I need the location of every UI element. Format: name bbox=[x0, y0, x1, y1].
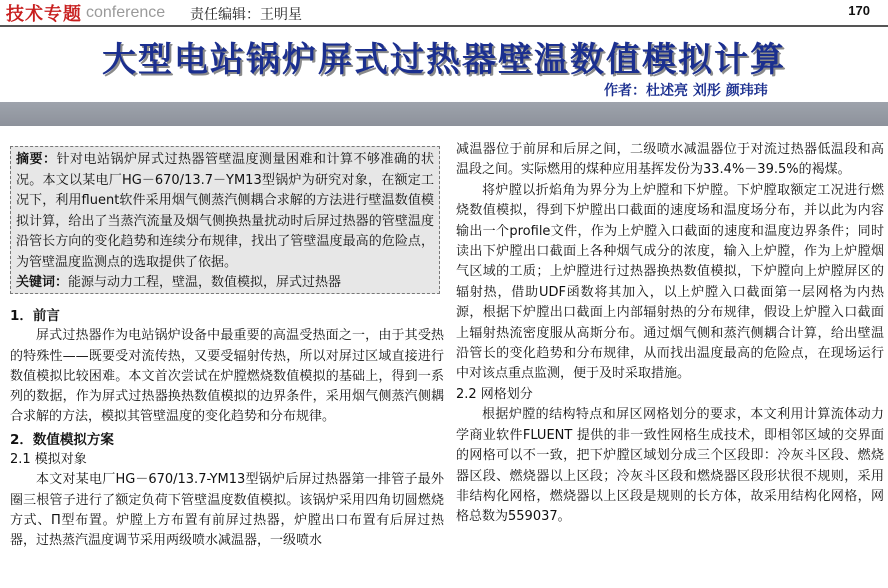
header-rule bbox=[0, 25, 888, 27]
section-2-2-heading: 2.2 网格划分 bbox=[456, 386, 533, 402]
section-tag bbox=[6, 2, 165, 24]
keywords-paragraph bbox=[16, 273, 434, 294]
keywords-label: 关键词： bbox=[16, 275, 69, 290]
page-number: 170 bbox=[848, 3, 870, 18]
abstract-label: 摘要： bbox=[16, 152, 57, 167]
abstract-paragraph bbox=[16, 150, 434, 273]
section-2-1-paragraph-2: 将炉膛以折焰角为界分为上炉膛和下炉膛。下炉膛取额定工况进行燃烧数值模拟，得到下炉膛出口截面的速度场和温度场分布，并以此为内容输出一个profile文件，作为上炉膛入口截面的速度和温度边界条件；同时读出下炉膛出口截面上各种烟气成分的浓度，输入上炉膛，作为上炉膛烟气区域的工质；上炉膛进行过热器换热数值模拟，下炉膛向上炉膛屏区的辐射热，借助UDF函数将其加入，以上炉膛入口截面第一层网格为内热源，根据下炉膛出口截面上内部辐射热的分布规律，假设上炉膛入口截面上辐射热流密度服从高斯分布。通过烟气侧和蒸汽侧耦合计算，给出壁温沿管长的变化趋势和分布规律，从而找出温度最高的危险点，在现场运行中对该点重点监测，便于及时采取措施。 bbox=[456, 182, 884, 382]
keywords-text: 能源与动力工程，壁温，数值模拟，屏式过热器 bbox=[68, 275, 342, 290]
section-1-paragraph: 屏式过热器作为电站锅炉设备中最重要的高温受热面之一，由于其受热的特殊性——既要受对流传热，又要受辐射传热，所以对屏过区域直接进行数值模拟比较困难。本文首次尝试在炉膛燃烧数值模拟的基础上，得到一系列的数据，作为屏式过热器换热数值模拟的边界条件，采用烟气侧蒸汽侧耦合求解的方法，模拟其管壁温度的变化趋势和分布规律。 bbox=[10, 328, 444, 425]
abstract-box bbox=[10, 146, 440, 294]
section-2-2-paragraph: 根据炉膛的结构特点和屏区网格划分的要求，本文利用计算流体动力学商业软件FLUENT 提供的非一致性网格生成技术，即相邻区域的交界面的网格可以不一致，把下炉膛区域划分成三个区段即：冷灰斗区段、燃烧器区段、燃烧器以上区段；冷灰斗区段和燃烧器区段形状很不规则，采用非结构化网格，燃烧器以上区段是规则的长方体，故采用结构化网格，网格总数为559037。 bbox=[456, 407, 884, 525]
section-2-heading: 2．数值模拟方案 bbox=[10, 431, 114, 448]
section-tag-en: conference bbox=[86, 4, 166, 21]
editor-credit: 责任编辑：王明星 bbox=[190, 7, 302, 23]
section-2-1-heading: 2.1 模拟对象 bbox=[10, 452, 87, 468]
section-2-1-paragraph: 本文对某电厂HG－670/13.7-YM13型锅炉后屏过热器第一排管子最外圈三根管子进行了额定负荷下管壁温度数值模拟。该锅炉采用四角切圆燃烧方式、П型布置。炉膛上方布置有前屏过热器，炉膛出口布置有后屏过热器，过热蒸汽温度调节采用两级喷水减温器，一级喷水 bbox=[10, 472, 444, 549]
title-band bbox=[0, 102, 888, 126]
section-tag-cn: 技术专题 bbox=[6, 4, 82, 25]
article-title: 大型电站锅炉屏式过热器壁温数值模拟计算 bbox=[102, 40, 786, 80]
article-authors: 作者：杜述亮 刘彤 颜玮玮 bbox=[604, 83, 768, 99]
right-column bbox=[456, 140, 884, 528]
section-2-1-paragraph-continued: 减温器位于前屏和后屏之间，二级喷水减温器位于对流过热器低温段和高温段之间。实际燃用的煤种应用基挥发份为33.4%－39.5%的褐煤。 bbox=[456, 142, 884, 178]
page-header bbox=[0, 0, 888, 26]
left-column bbox=[10, 304, 444, 552]
section-1-heading: 1．前言 bbox=[10, 308, 60, 324]
abstract-text: 针对电站锅炉屏式过热器管壁温度测量困难和计算不够准确的状况。本文以某电厂HG－670/13.7－YM13型锅炉为研究对象，在额定工况下，利用fluent软件采用烟气侧蒸汽侧耦合求解的方法进行壁温数值模拟计算，给出了当蒸汽流量及烟气侧换热量扰动时后屏过热器的管壁温度沿管长方向的变化趋势和连续分布规律，找出了管壁温度最高的危险点，为管壁温度监测点的选取提供了依据。 bbox=[16, 152, 434, 270]
